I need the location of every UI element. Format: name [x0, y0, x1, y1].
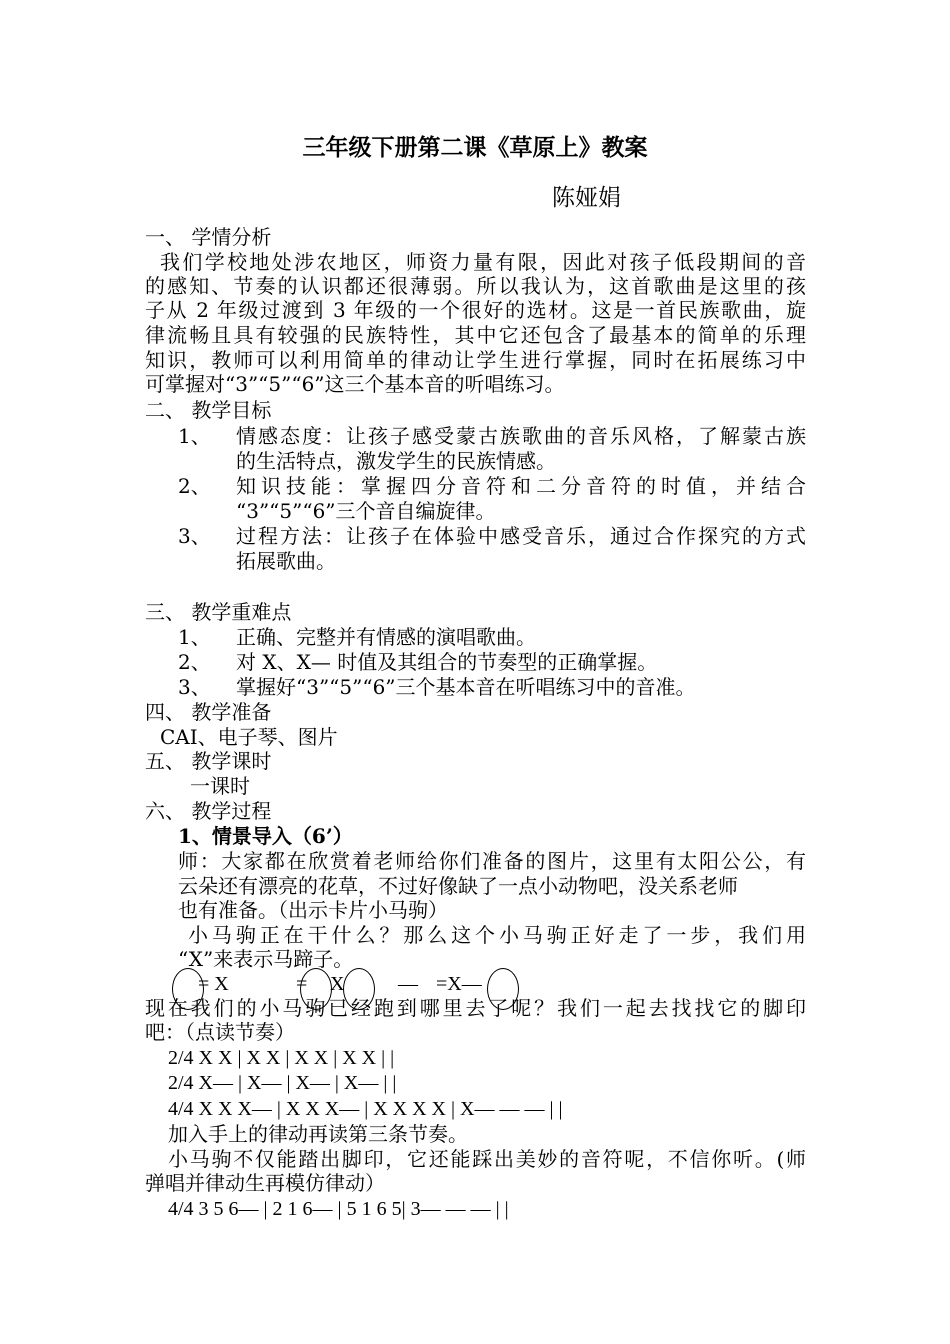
melody-line: 4/4 3 5 6— | 2 1 6— | 5 1 6 5| 3— — — | |: [168, 1198, 509, 1220]
process-line-4: 小马驹正在干什么？那么这个小马驹正好走了一步，我们用: [188, 923, 806, 947]
process-line-10: 弹唱并律动生再模仿律动）: [145, 1171, 385, 1195]
section-1-line-5: 知识，教师可以利用简单的律动让学生进行掌握，同时在拓展练习中: [145, 348, 806, 372]
key-point-2: 对 X、X— 时值及其组合的节奏型的正确掌握。: [236, 650, 658, 674]
goal-3-number: 3、: [178, 524, 211, 548]
goal-1-line-1: 情感态度：让孩子感受蒙古族歌曲的音乐风格，了解蒙古族: [236, 424, 806, 448]
hoof-eq-3: X: [330, 973, 345, 995]
key-point-2-number: 2、: [178, 650, 211, 674]
process-line-6: 现在我们的小马驹已经跑到哪里去了呢？我们一起去找找它的脚印: [145, 996, 806, 1020]
section-1-line-2: 的感知、节奏的认识都还很薄弱。所以我认为，这首歌曲是这里的孩: [145, 274, 806, 298]
rhythm-line-3: 4/4 X X X— | X X X— | X X X X | X— — — | |: [168, 1098, 563, 1120]
process-line-3: 也有准备。（出示卡片小马驹）: [178, 898, 448, 922]
section-2-heading: 二、 教学目标: [145, 398, 272, 422]
hoof-eq-1: = X: [198, 973, 229, 995]
preparation-text: CAI、电子琴、图片: [160, 725, 338, 749]
section-1-heading: 一、 学情分析: [145, 225, 272, 249]
goal-3-line-2: 拓展歌曲。: [236, 549, 336, 573]
process-line-1: 师：大家都在欣赏着老师给你们准备的图片，这里有太阳公公，有: [178, 849, 806, 873]
key-point-1-number: 1、: [178, 625, 211, 649]
process-line-8: 加入手上的律动再读第三条节奏。: [168, 1122, 468, 1146]
page-title: 三年级下册第二课《草原上》教案: [302, 134, 648, 161]
section-1-line-6: 可掌握对“3”“5”“6”这三个基本音的听唱练习。: [145, 372, 565, 396]
author-name: 陈娅娟: [552, 185, 621, 211]
section-1-line-3: 子从 2 年级过渡到 3 年级的一个很好的选材。这是一首民族歌曲，旋: [145, 298, 806, 322]
section-3-heading: 三、 教学重难点: [145, 600, 292, 624]
subsection-1-heading: 1、情景导入（6’）: [178, 824, 353, 848]
key-point-3-number: 3、: [178, 675, 211, 699]
lesson-count-text: 一课时: [190, 774, 250, 798]
goal-2-line-1: 知识技能：掌握四分音符和二分音符的时值，并结合: [236, 474, 806, 498]
goal-3-line-1: 过程方法：让孩子在体验中感受音乐，通过合作探究的方式: [236, 524, 806, 548]
process-line-7: 吧：（点读节奏）: [145, 1020, 295, 1044]
rhythm-line-2: 2/4 X— | X— | X— | X— | |: [168, 1072, 397, 1094]
hoof-eq-4: —: [398, 973, 418, 995]
section-6-heading: 六、 教学过程: [145, 799, 272, 823]
rhythm-line-1: 2/4 X X | X X | X X | X X | |: [168, 1047, 395, 1069]
key-point-3: 掌握好“3”“5”“6”三个基本音在听唱练习中的音准。: [236, 675, 696, 699]
goal-2-line-2: “3”“5”“6”三个音自编旋律。: [236, 499, 496, 523]
section-5-heading: 五、 教学课时: [145, 749, 272, 773]
goal-1-number: 1、: [178, 424, 211, 448]
process-line-2: 云朵还有漂亮的花草，不过好像缺了一点小动物吧，没关系老师: [178, 874, 738, 898]
key-point-1: 正确、完整并有情感的演唱歌曲。: [236, 625, 536, 649]
hoof-eq-5: =X—: [436, 973, 482, 995]
process-line-9: 小马驹不仅能踏出脚印，它还能踩出美妙的音符呢，不信你听。(师: [168, 1147, 806, 1171]
section-1-line-1: 我们学校地处涉农地区，师资力量有限，因此对孩子低段期间的音: [160, 250, 806, 274]
section-4-heading: 四、 教学准备: [145, 700, 272, 724]
hoof-eq-2: =: [296, 973, 308, 995]
goal-1-line-2: 的生活特点，激发学生的民族情感。: [236, 449, 556, 473]
process-line-5: “X”来表示马蹄子。: [178, 947, 354, 971]
goal-2-number: 2、: [178, 474, 211, 498]
section-1-line-4: 律流畅且具有较强的民族特性，其中它还包含了最基本的简单的乐理: [145, 323, 806, 347]
